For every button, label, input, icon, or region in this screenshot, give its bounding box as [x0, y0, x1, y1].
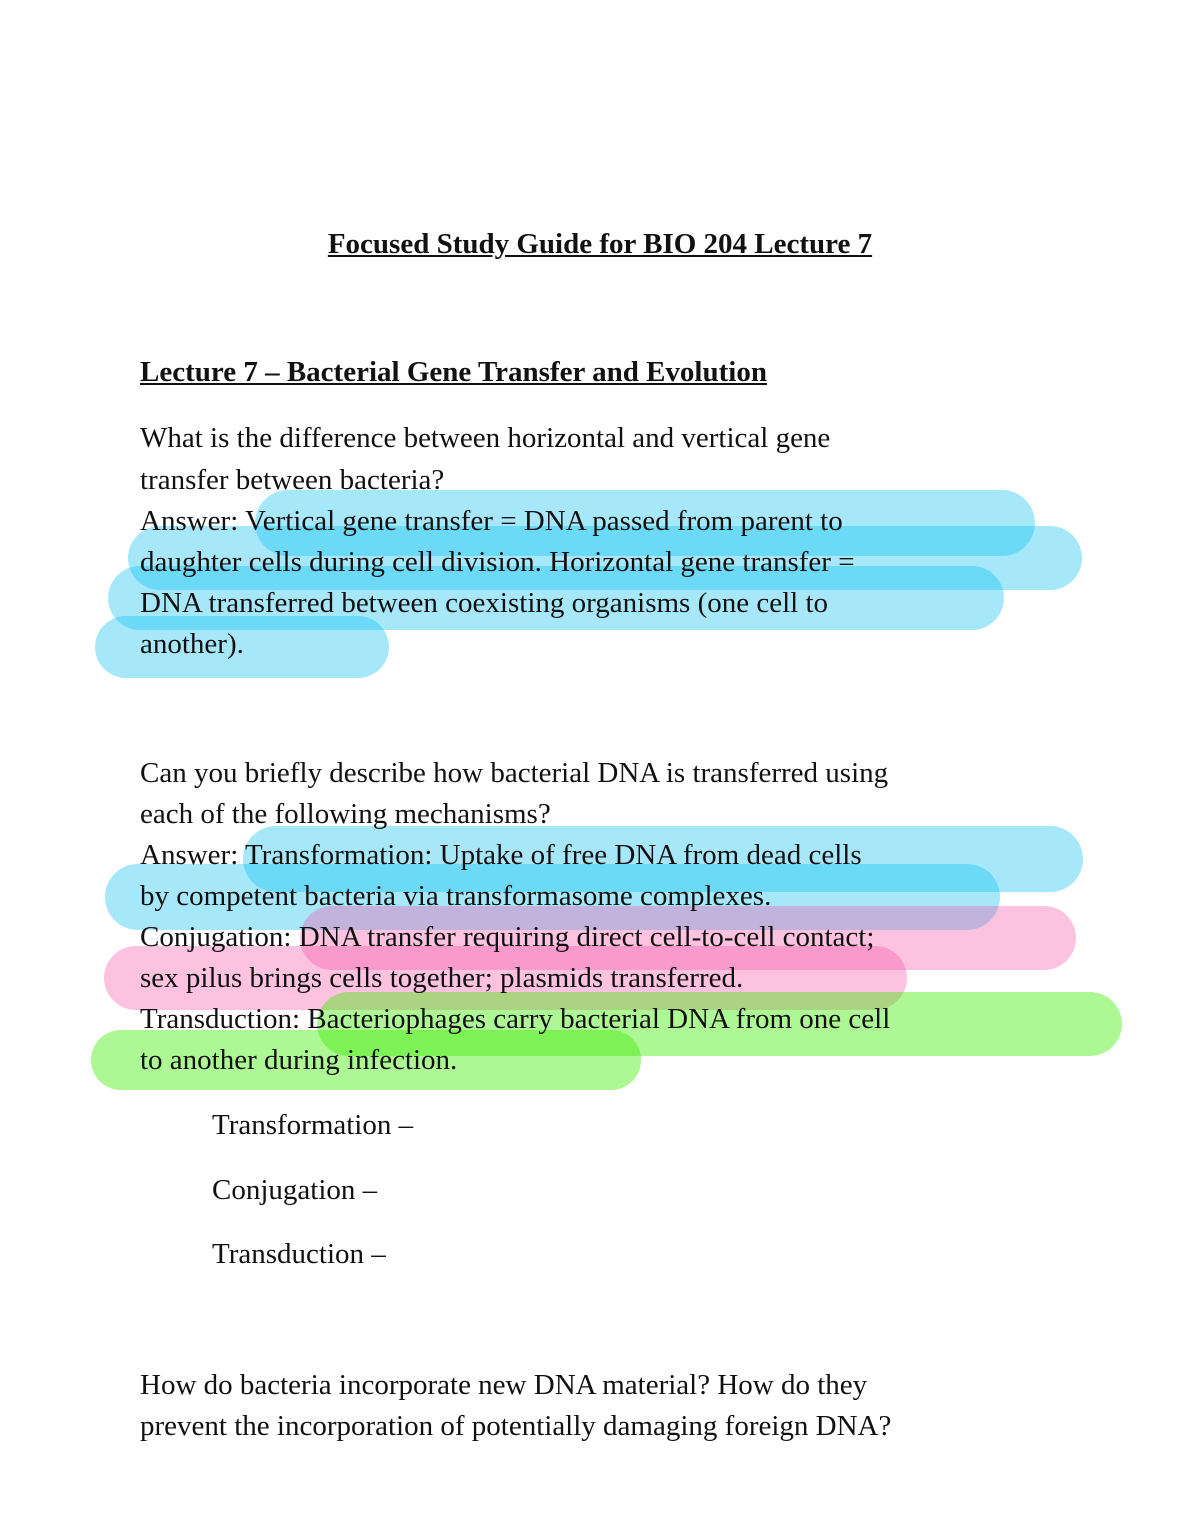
- question-1-line: What is the difference between horizontal and vertical gene: [140, 422, 831, 454]
- answer-1-line: daughter cells during cell division. Horizontal gene transfer =: [140, 546, 855, 578]
- answer-1-line: DNA transferred between coexisting organisms (one cell to: [140, 587, 829, 619]
- question-3-line: How do bacteria incorporate new DNA material? How do they: [140, 1369, 868, 1401]
- section-heading: Lecture 7 – Bacterial Gene Transfer and Evolution: [140, 356, 767, 388]
- answer-2-line: Answer: Transformation: Uptake of free DNA from dead cells: [140, 839, 862, 871]
- question-2-line: each of the following mechanisms?: [140, 798, 551, 830]
- page-title: Focused Study Guide for BIO 204 Lecture 7: [327, 228, 873, 260]
- answer-2-line: Conjugation: DNA transfer requiring direct cell-to-cell contact;: [140, 921, 875, 953]
- question-3-line: prevent the incorporation of potentially damaging foreign DNA?: [140, 1410, 892, 1442]
- mechanism-transduction: Transduction –: [212, 1238, 386, 1270]
- answer-1-line: Answer: Vertical gene transfer = DNA passed from parent to: [140, 505, 843, 537]
- question-1-line: transfer between bacteria?: [140, 464, 445, 496]
- answer-2-line: sex pilus brings cells together; plasmids transferred.: [140, 962, 744, 994]
- mechanism-transformation: Transformation –: [212, 1109, 414, 1141]
- mechanism-conjugation: Conjugation –: [212, 1174, 378, 1206]
- answer-1-line: another).: [140, 628, 244, 660]
- question-2-line: Can you briefly describe how bacterial DNA is transferred using: [140, 757, 889, 789]
- answer-2-line: Transduction: Bacteriophages carry bacterial DNA from one cell: [140, 1003, 891, 1035]
- answer-2-line: to another during infection.: [140, 1044, 458, 1076]
- answer-2-line: by competent bacteria via transformasome complexes.: [140, 880, 772, 912]
